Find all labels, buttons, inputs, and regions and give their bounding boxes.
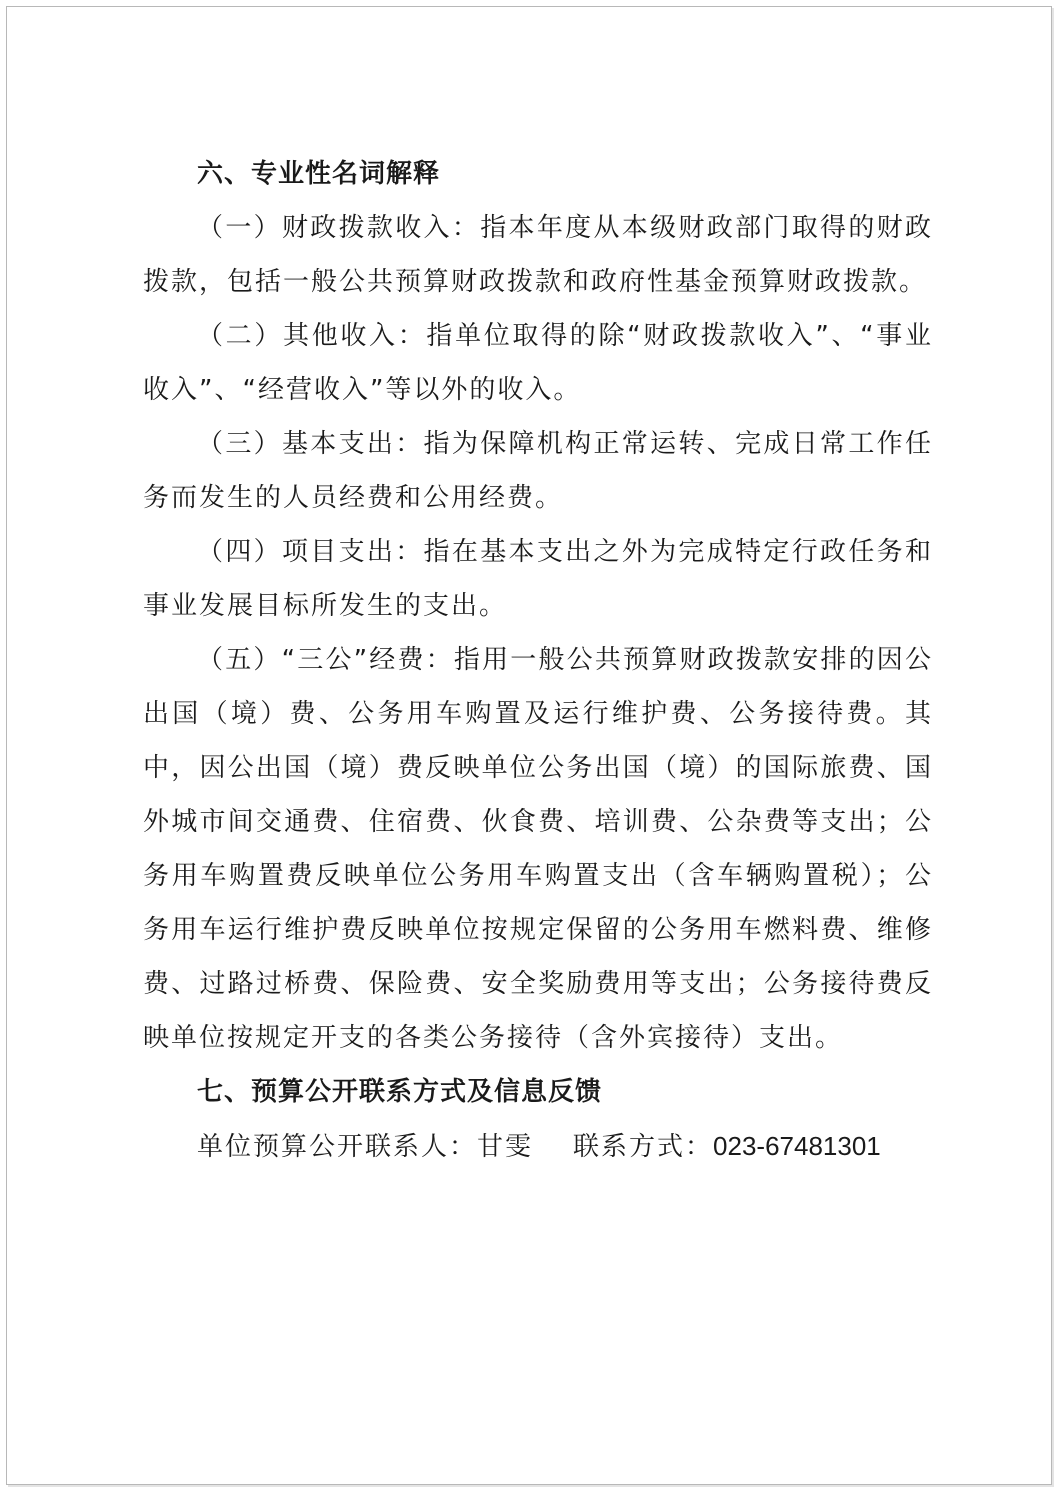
section-7-heading: 七、预算公开联系方式及信息反馈 bbox=[197, 1077, 603, 1107]
definition-basic-expenditure: （三）基本支出：指为保障机构正常运转、完成日常工作任务而发生的人员经费和公用经费。 bbox=[143, 429, 933, 513]
definition-fiscal-appropriation: （一）财政拨款收入：指本年度从本级财政部门取得的财政拨款，包括一般公共预算财政拨款和政府性基金预算财政拨款。 bbox=[143, 213, 933, 297]
definition-other-income: （二）其他收入：指单位取得的除“财政拨款收入”、“事业收入”、“经营收入”等以外的收入。 bbox=[143, 321, 933, 405]
document-page bbox=[6, 6, 1052, 1485]
phone-number: 023-67481301 bbox=[713, 1131, 881, 1161]
phone-label: 联系方式： bbox=[573, 1132, 714, 1162]
page-content bbox=[143, 147, 933, 1174]
contact-person: 单位预算公开联系人：甘雯 bbox=[197, 1132, 534, 1162]
section-6-heading: 六、专业性名词解释 bbox=[197, 159, 441, 189]
contact-info-line bbox=[143, 1119, 933, 1174]
definition-project-expenditure: （四）项目支出：指在基本支出之外为完成特定行政任务和事业发展目标所发生的支出。 bbox=[143, 537, 933, 621]
definition-three-public-expenses: （五）“三公”经费：指用一般公共预算财政拨款安排的因公出国（境）费、公务用车购置及运行维护费、公务接待费。其中，因公出国（境）费反映单位公务出国（境）的国际旅费、国外城市间交通费、住宿费、伙食费、培训费、公杂费等支出；公务用车购置费反映单位公务用车购置支出（含车辆购置税）；公务用车运行维护费反映单位按规定保留的公务用车燃料费、维修费、过路过桥费、保险费、安全奖励费用等支出；公务接待费反映单位按规定开支的各类公务接待（含外宾接待）支出。 bbox=[143, 645, 933, 1053]
